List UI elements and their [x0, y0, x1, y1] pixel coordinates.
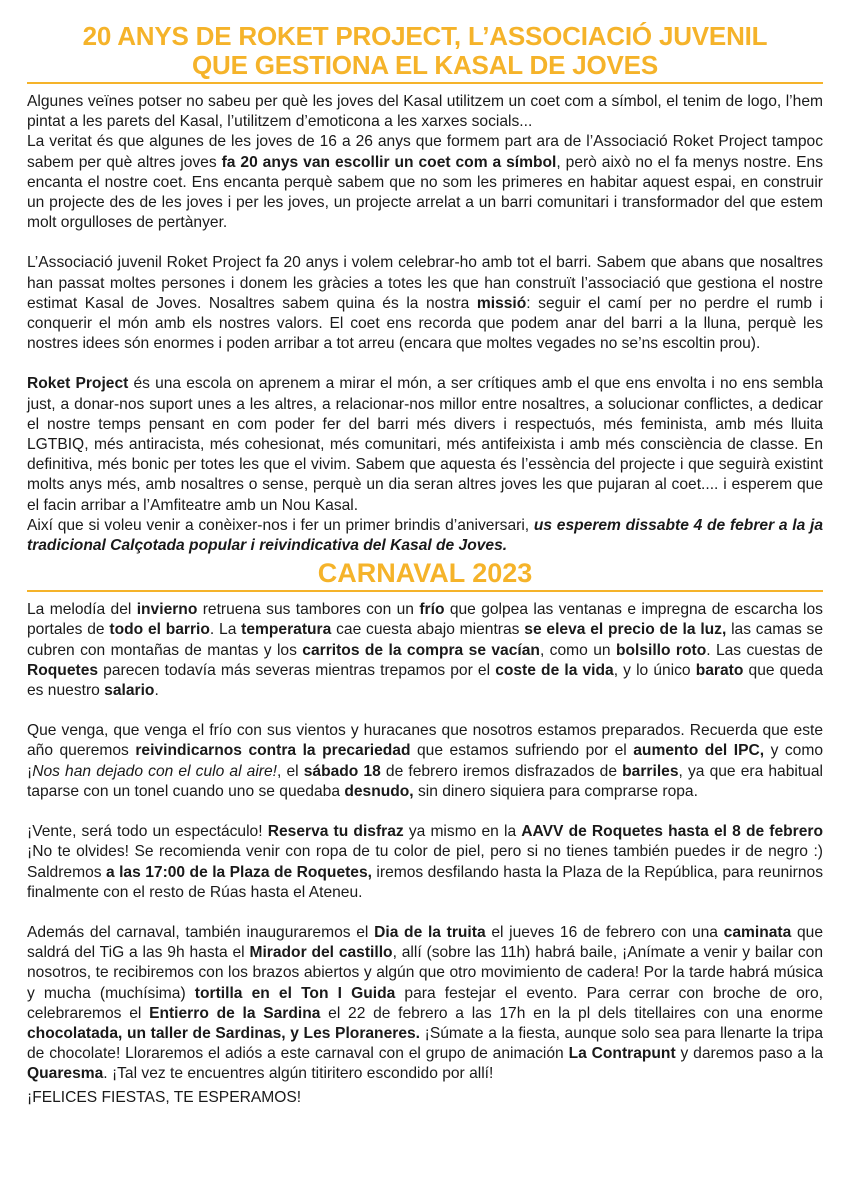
carnaval-paragraph-3	[27, 822, 823, 903]
text-run: chocolatada, un taller de Sardinas, y Les Ploraneres.	[27, 1024, 421, 1042]
text-run: caminata	[723, 923, 792, 941]
text-run: a las 17:00 de la Plaza de Roquetes,	[105, 863, 372, 881]
text-run: barriles	[622, 762, 679, 780]
text-run: desnudo,	[344, 782, 414, 800]
text-run: sábado 18	[303, 762, 381, 780]
text-run: barato	[695, 661, 744, 679]
carnaval-paragraph-4	[27, 923, 823, 1085]
carnaval-divider	[27, 590, 823, 592]
text-run: Que venga, que venga el frío con sus vientos y huracanes que nosotros estamos preparados. Recuerda que este año queremos	[27, 722, 823, 760]
text-run: , y lo único	[613, 661, 696, 679]
text-run: parecen todavía más severas mientras trepamos por el	[98, 661, 496, 679]
text-run: AAVV de Roquetes hasta el 8 de febrero	[521, 823, 824, 841]
paragraph-coet-highlight: fa 20 anys van escollir un coet com a símbol	[221, 153, 557, 171]
article-title-line-2: QUE GESTIONA EL KASAL DE JOVES	[192, 50, 658, 80]
paragraph-school-text: és una escola on aprenem a mirar el món, a ser crítiques amb el que ens envolta i no ens sembla just, a donar-nos suport unes a les altres, a relacionar-nos millor entre nosaltres, a solucionar conflictes, a dedicar el nostre temps pensant en com poder fer del barri més divers i respectuós, més feminista, amb més lluita LGTBIQ, més antiracista, més cohesionat, més comunitari, més antifeixista i amb més consciència de classe. En definitiva, més bonic per totes les que el vivim. Sabem que aquesta és l’essència del projecte i que seguirà existint molts anys més, amb nosaltres o sense, perquè un dia seran altres joves les que pujaran al coet.... i esperem que el facin arribar a l’Amfiteatre amb un Nou Kasal.	[27, 375, 823, 514]
paragraph-invitation	[27, 516, 823, 556]
paragraph-intro	[27, 92, 823, 132]
text-run: iremos desfilando hasta la Plaza de la República, para reunirnos finalmente con el resto de Rúas hasta el Ateneu.	[27, 863, 823, 901]
text-run: carritos de la compra	[302, 641, 464, 659]
text-run: Quaresma	[27, 1065, 104, 1083]
carnaval-paragraph-2	[27, 721, 823, 802]
text-run: , ya que era habitual taparse con un tonel cuando uno se quedaba	[27, 762, 823, 800]
paragraph-school-name: Roket Project	[27, 375, 129, 393]
text-run: temperatura	[241, 621, 332, 639]
text-run: Nos han dejado con el culo al aire!	[32, 762, 277, 780]
closing-line: ¡FELICES FIESTAS, TE ESPERAMOS!	[27, 1088, 302, 1106]
paragraph-school	[27, 374, 823, 515]
text-run: aumento del IPC,	[633, 742, 765, 760]
text-run: que saldrá del TiG a las 9h hasta el	[27, 923, 823, 962]
paragraph-invitation-text: Així que si voleu venir a conèixer-nos i fer un primer brindis d’aniversari,	[27, 516, 534, 534]
text-run: ¡No te olvides! Se recomienda venir con ropa de tu color de piel, pero si no tienes también puedes ir de negro :) Saldremos	[27, 843, 823, 881]
text-run: Además del carnaval, también inauguraremos el	[27, 923, 375, 941]
paragraph-anniversary-text-a: L’Associació juvenil Roket Project fa 20 anys i volem celebrar-ho amb tot el barri. Sabem que abans que nosaltres han passat moltes persones i donem les gràcies a totes les que han construït l’associació que gestiona el nostre estimat Kasal de Joves. Nosaltres sabem quina és la nostra	[27, 254, 823, 312]
text-run: todo el barrio	[109, 621, 210, 639]
text-run: coste de la vida	[495, 661, 614, 679]
text-run: se vacían	[468, 641, 540, 659]
text-run: y daremos paso a la	[675, 1045, 823, 1063]
article-title	[27, 22, 823, 80]
text-run: que queda es nuestro	[27, 661, 824, 700]
text-run: de febrero iremos disfrazados de	[380, 762, 623, 780]
paragraph-intro-text: Algunes veïnes potser no sabeu per què les joves del Kasal utilitzem un coet com a símbol, el tenim de logo, l’hem pintat a les parets del Kasal, l’utilitzem d’emoticona a les xarxes socials...	[27, 93, 823, 131]
text-run: el jueves 16 de febrero con una	[485, 923, 724, 941]
text-run: retruena sus tambores con un	[197, 601, 420, 619]
text-run: y como ¡	[27, 742, 823, 780]
text-run: el 22 de febrero a las 17h en la pl dels titellaires con una enorme	[320, 1004, 823, 1022]
text-run: se eleva el precio de la luz,	[524, 621, 727, 639]
paragraph-anniversary-mission: missió	[476, 294, 527, 312]
paragraph-invitation-event: us esperem dissabte 4 de febrer a la ja tradicional Calçotada popular i reivindicativa del Kasal de Joves.	[27, 516, 823, 555]
text-run: tortilla en el Ton I Guida	[194, 984, 396, 1002]
title-divider	[27, 82, 823, 84]
text-run: las camas se cubren con montañas de mantas y los	[27, 621, 823, 659]
text-run: para festejar el evento. Para cerrar con broche de oro, celebraremos el	[27, 984, 824, 1022]
text-run: La melodía del	[27, 601, 137, 619]
text-run: reivindicarnos contra la precariedad	[135, 742, 411, 760]
text-run: sin dinero siquiera para comprarse ropa.	[413, 782, 698, 800]
text-run: frío	[419, 601, 445, 619]
text-run: ¡Vente, será todo un espectáculo!	[27, 823, 268, 841]
document-page	[27, 22, 823, 1108]
carnaval-title: CARNAVAL 2023	[317, 558, 533, 589]
text-run: que golpea las ventanas e impregna de escarcha los portales de	[27, 601, 823, 639]
carnaval-paragraph-1	[27, 600, 823, 701]
text-run: . La	[209, 621, 242, 639]
text-run: cae cuesta abajo mientras	[331, 621, 525, 639]
text-run: salario	[104, 682, 155, 700]
text-run: que estamos sufriendo por el	[410, 742, 634, 760]
text-run: Reserva tu disfraz	[267, 823, 404, 841]
paragraph-anniversary	[27, 253, 823, 354]
paragraph-anniversary-text-c: : seguir el camí per no perdre el rumb i conquerir el món amb els nostres valors. El coet ens recorda que podem anar del barri a la lluna, perquè les nostres idees són enormes i poden arribar a tot arreu (encara que moltes vegades no se’ns escoltin prou).	[27, 294, 824, 353]
article-title-line-1: 20 ANYS DE ROKET PROJECT, L’ASSOCIACIÓ JUVENIL	[82, 21, 768, 51]
text-run: Dia de la truita	[374, 923, 486, 941]
text-run: , el	[277, 762, 304, 780]
paragraph-coet-text-a: La veritat és que algunes de les joves de 16 a 26 anys que formem part ara de l’Associació Roket Project tampoc sabem per què altres joves	[27, 133, 823, 171]
text-run: La Contrapunt	[568, 1045, 676, 1063]
text-run: Mirador del castillo	[249, 944, 393, 962]
text-run: Entierro de la Sardina	[149, 1004, 321, 1022]
text-run: . Las cuestas de	[706, 641, 823, 659]
paragraph-coet	[27, 132, 823, 233]
text-run: ya mismo en la	[403, 823, 522, 841]
text-run: invierno	[136, 601, 198, 619]
text-run: ¡Súmate a la fiesta, aunque solo sea para llenarte la tripa de chocolate! Lloraremos el adiós a este carnaval con el grupo de animación	[27, 1024, 823, 1063]
text-run: .	[154, 682, 159, 700]
text-run: Roquetes	[27, 661, 99, 679]
text-run: bolsillo roto	[615, 641, 707, 659]
text-run: , como un	[539, 641, 616, 659]
text-run: , allí (sobre las 11h) habrá baile, ¡Anímate a venir y bailar con nosotros, te recibiremos con los brazos abiertos y algún que otro movimiento de cadera! Por la tarde habrá música y mucha (muchísima)	[27, 944, 824, 1002]
paragraph-coet-text-c: , però això no el fa menys nostre. Ens encanta el nostre coet. Ens encanta perquè sabem que no som les primeres en habitar aquest espai, en construir un projecte des de les joves i per les joves, un projecte arrelat a un barri comunitari i transformador del que estem molt orgulloses de pertànyer.	[27, 153, 823, 232]
text-run: . ¡Tal vez te encuentres algún titiritero escondido por allí!	[103, 1065, 494, 1083]
